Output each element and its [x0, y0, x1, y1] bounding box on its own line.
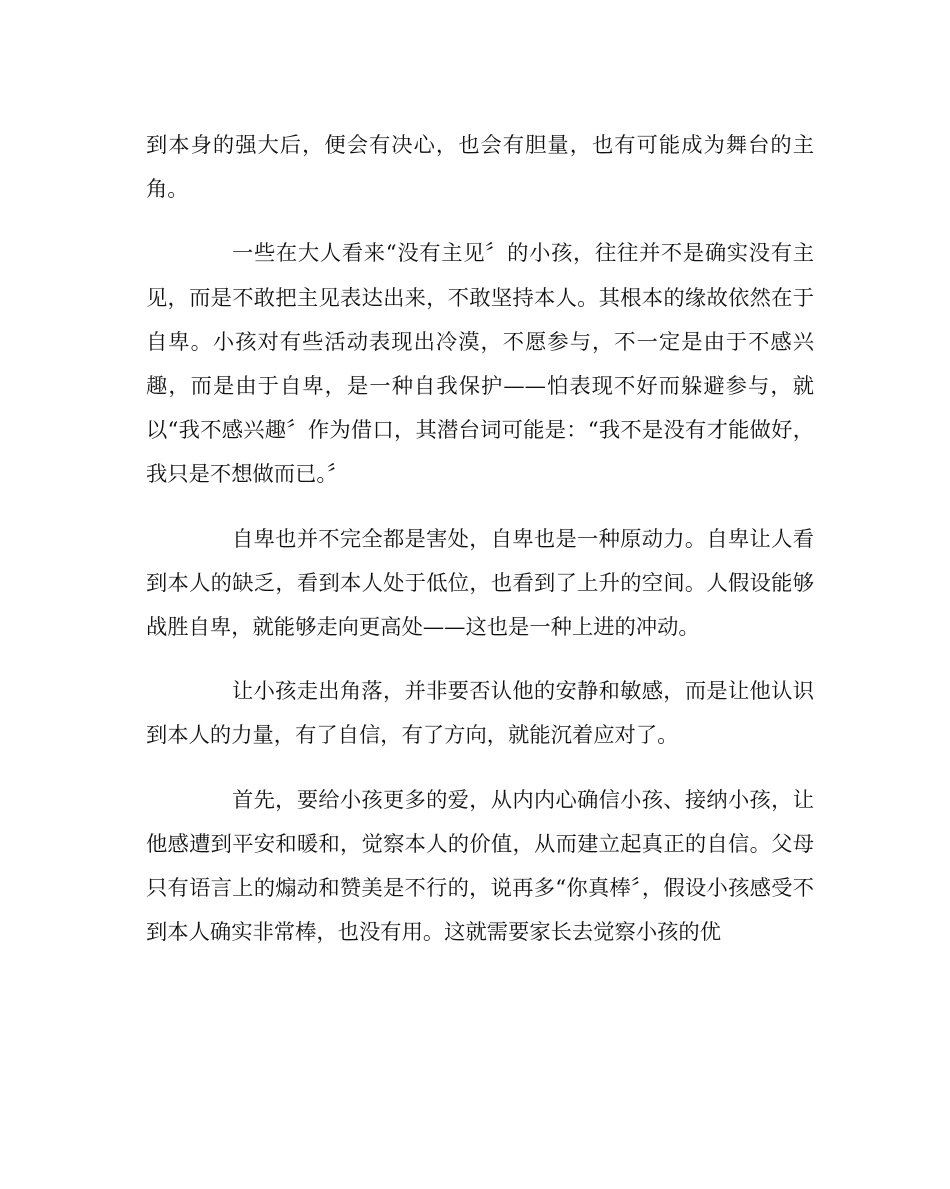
paragraph-leave-corner: 让小孩走出角落，并非要否认他的安静和敏感，而是让他认识到本人的力量，有了自信，有了方向，就能沉着应对了。	[146, 679, 814, 749]
paragraph-continuation: 到本身的强大后，便会有决心，也会有胆量，也有可能成为舞台的主角。	[146, 133, 814, 203]
paragraph-inferiority-motivation: 自卑也并不完全都是害处，自卑也是一种原动力。自卑让人看到本人的缺乏，看到本人处于低位，也看到了上升的空间。人假设能够战胜自卑，就能够走向更高处——这也是一种上进的冲动。	[146, 526, 814, 641]
document-body	[146, 124, 814, 955]
paragraph-give-love: 首先，要给小孩更多的爱，从内内心确信小孩、接纳小孩，让他感遭到平安和暖和，觉察本人的价值，从而建立起真正的自信。父母只有语言上的煽动和赞美是不行的，说再多“你真棒〞，假设小孩感受不到本人确实非常棒，也没有用。这就需要家长去觉察小孩的优	[146, 787, 814, 946]
paragraph-no-opinion: 一些在大人看来“没有主见〞的小孩，往往并不是确实没有主见，而是不敢把主见表达出来，不敢坚持本人。其根本的缘故依然在于自卑。小孩对有些活动表现出冷漠，不愿参与，不一定是由于不感兴趣，而是由于自卑，是一种自我保护——怕表现不好而躲避参与，就以“我不感兴趣〞作为借口，其潜台词可能是：“我不是没有才能做好，我只是不想做而已。〞	[146, 241, 814, 488]
